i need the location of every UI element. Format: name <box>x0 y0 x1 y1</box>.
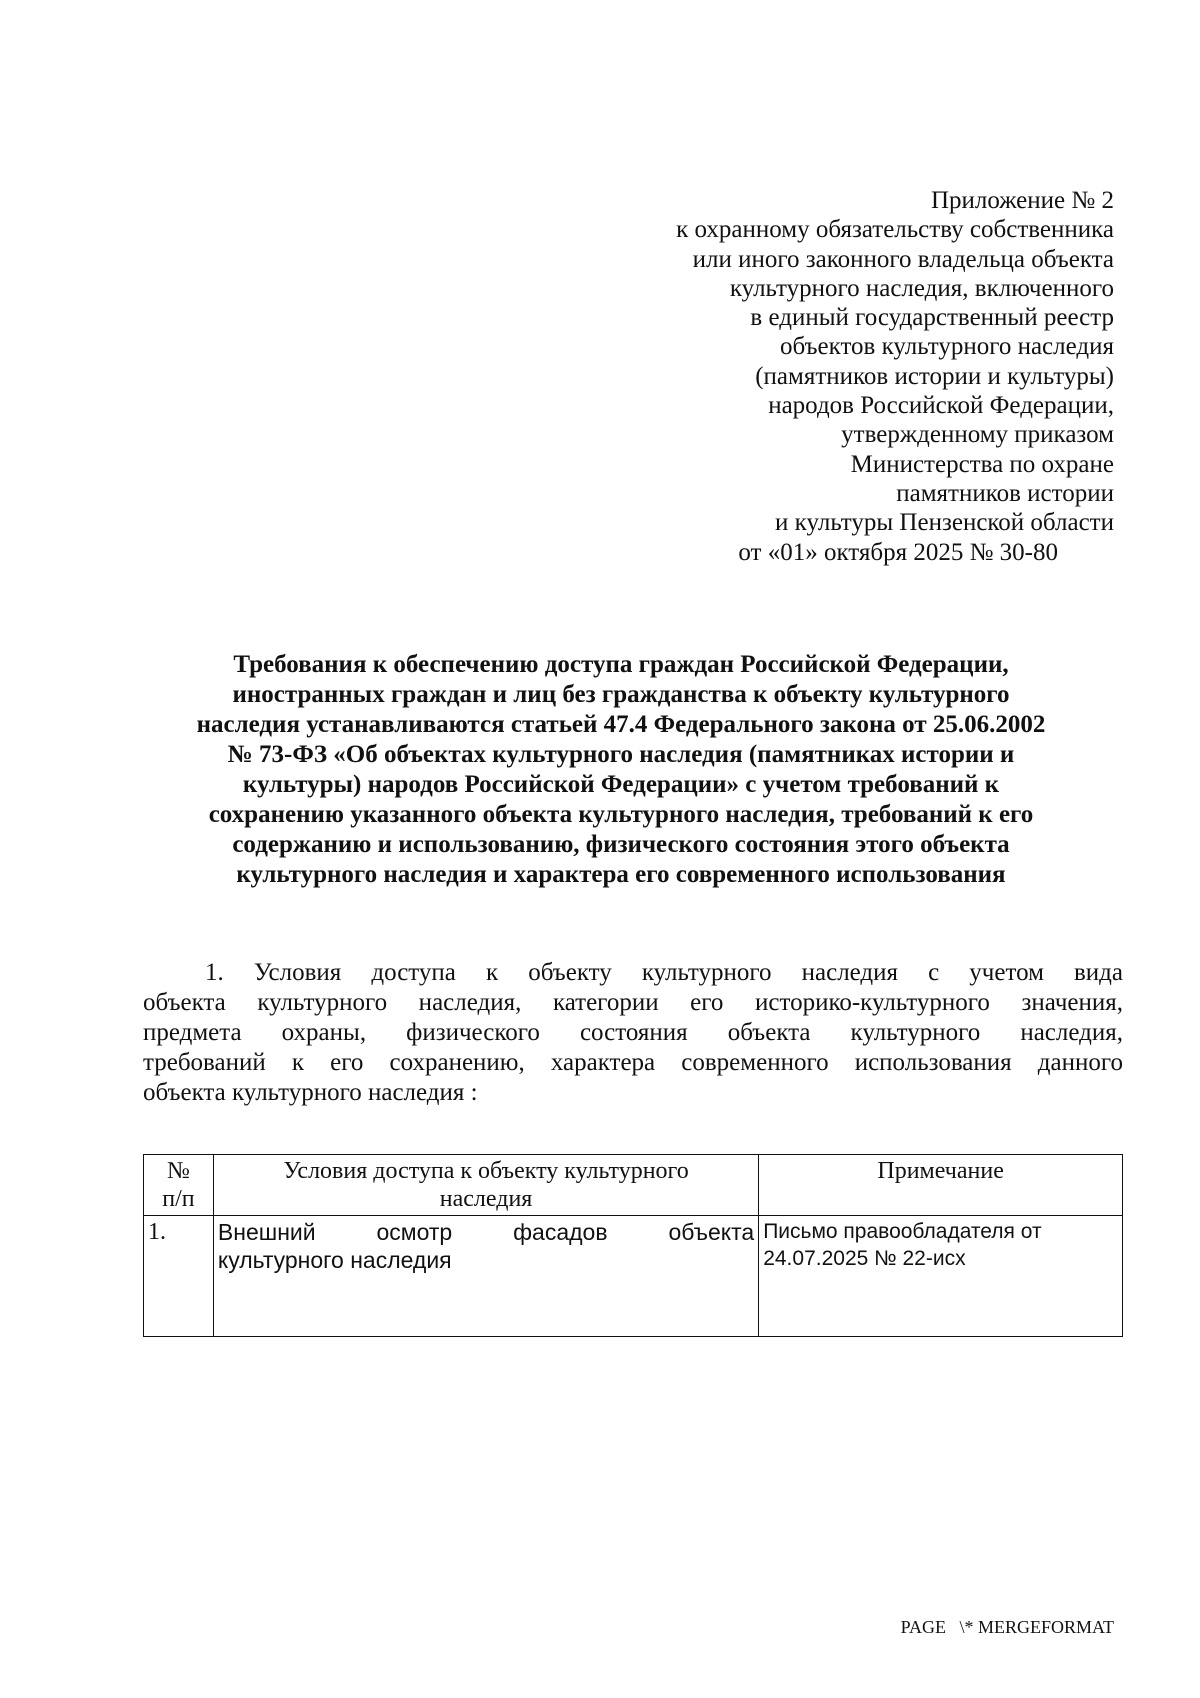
row-note-line: 24.07.2025 № 22-исх <box>763 1247 966 1270</box>
appendix-line: народов Российской Федерации, <box>768 392 1114 420</box>
header-conditions-line: Условия доступа к объекту культурного <box>283 1158 689 1184</box>
paragraph-line: требований к его сохранению, характера современного использования данного <box>143 1049 1123 1076</box>
appendix-line: и культуры Пензенской области <box>775 509 1114 537</box>
table-header-row <box>144 1155 1123 1216</box>
row-num: 1. <box>144 1216 214 1337</box>
header-conditions <box>213 1155 758 1216</box>
row-note-line: Письмо правообладателя от <box>763 1220 1042 1243</box>
title-line: № 73-ФЗ «Об объектах культурного наследия (памятниках истории и <box>227 741 1015 768</box>
appendix-line: Министерства по охране <box>850 450 1114 478</box>
title-line: культурного наследия и характера его современного использования <box>236 861 1006 888</box>
access-conditions-table <box>143 1154 1123 1337</box>
header-conditions-line: наследия <box>439 1186 533 1212</box>
header-note: Примечание <box>759 1155 1123 1216</box>
row-conditions <box>213 1216 758 1337</box>
page-field-footer: PAGE \* MERGEFORMAT <box>900 1617 1114 1637</box>
title-line: иностранных граждан и лиц без гражданства к объекту культурного <box>232 681 1010 708</box>
row-conditions-line: культурного наследия <box>217 1247 452 1273</box>
title-line: сохранению указанного объекта культурного наследия, требований к его <box>208 801 1034 828</box>
header-num-label: п/п <box>162 1186 195 1212</box>
header-num <box>144 1155 214 1216</box>
appendix-line: культурного наследия, включенного <box>729 274 1114 302</box>
row-note <box>759 1216 1123 1337</box>
title-line: содержанию и использованию, физического состояния этого объекта <box>232 831 1010 858</box>
header-num-symbol: № <box>167 1158 190 1184</box>
table-row <box>144 1216 1123 1337</box>
paragraph-line: 1. Условия доступа к объекту культурного наследия с учетом вида <box>205 959 1123 986</box>
title-line: наследия устанавливаются статьей 47.4 Федерального закона от 25.06.2002 <box>196 711 1046 738</box>
appendix-line: или иного законного владельца объекта <box>692 245 1114 273</box>
appendix-line: (памятников истории и культуры) <box>755 362 1114 390</box>
document-title <box>130 650 1112 890</box>
appendix-line: утвержденному приказом <box>841 421 1114 449</box>
appendix-line: объектов культурного наследия <box>780 333 1114 361</box>
paragraph-line: объекта культурного наследия : <box>143 1079 478 1106</box>
appendix-header <box>554 186 1114 567</box>
appendix-line: в единый государственный реестр <box>750 304 1114 332</box>
row-conditions-line: Внешний осмотр фасадов объекта <box>217 1219 755 1245</box>
appendix-number: Приложение № 2 <box>930 187 1114 214</box>
paragraph-line: предмета охраны, физического состояния объекта культурного наследия, <box>143 1019 1123 1046</box>
appendix-line: памятников истории <box>896 479 1114 507</box>
title-line: Требования к обеспечению доступа граждан Российской Федерации, <box>233 651 1009 678</box>
appendix-line: к охранному обязательству собственника <box>676 216 1114 244</box>
access-conditions-paragraph <box>143 958 1123 1108</box>
title-line: культуры) народов Российской Федерации» с учетом требований к <box>242 771 1000 798</box>
paragraph-line: объекта культурного наследия, категории его историко-культурного значения, <box>143 989 1123 1016</box>
order-date-number: от «01» октября 2025 № 30-80 <box>738 538 1058 566</box>
